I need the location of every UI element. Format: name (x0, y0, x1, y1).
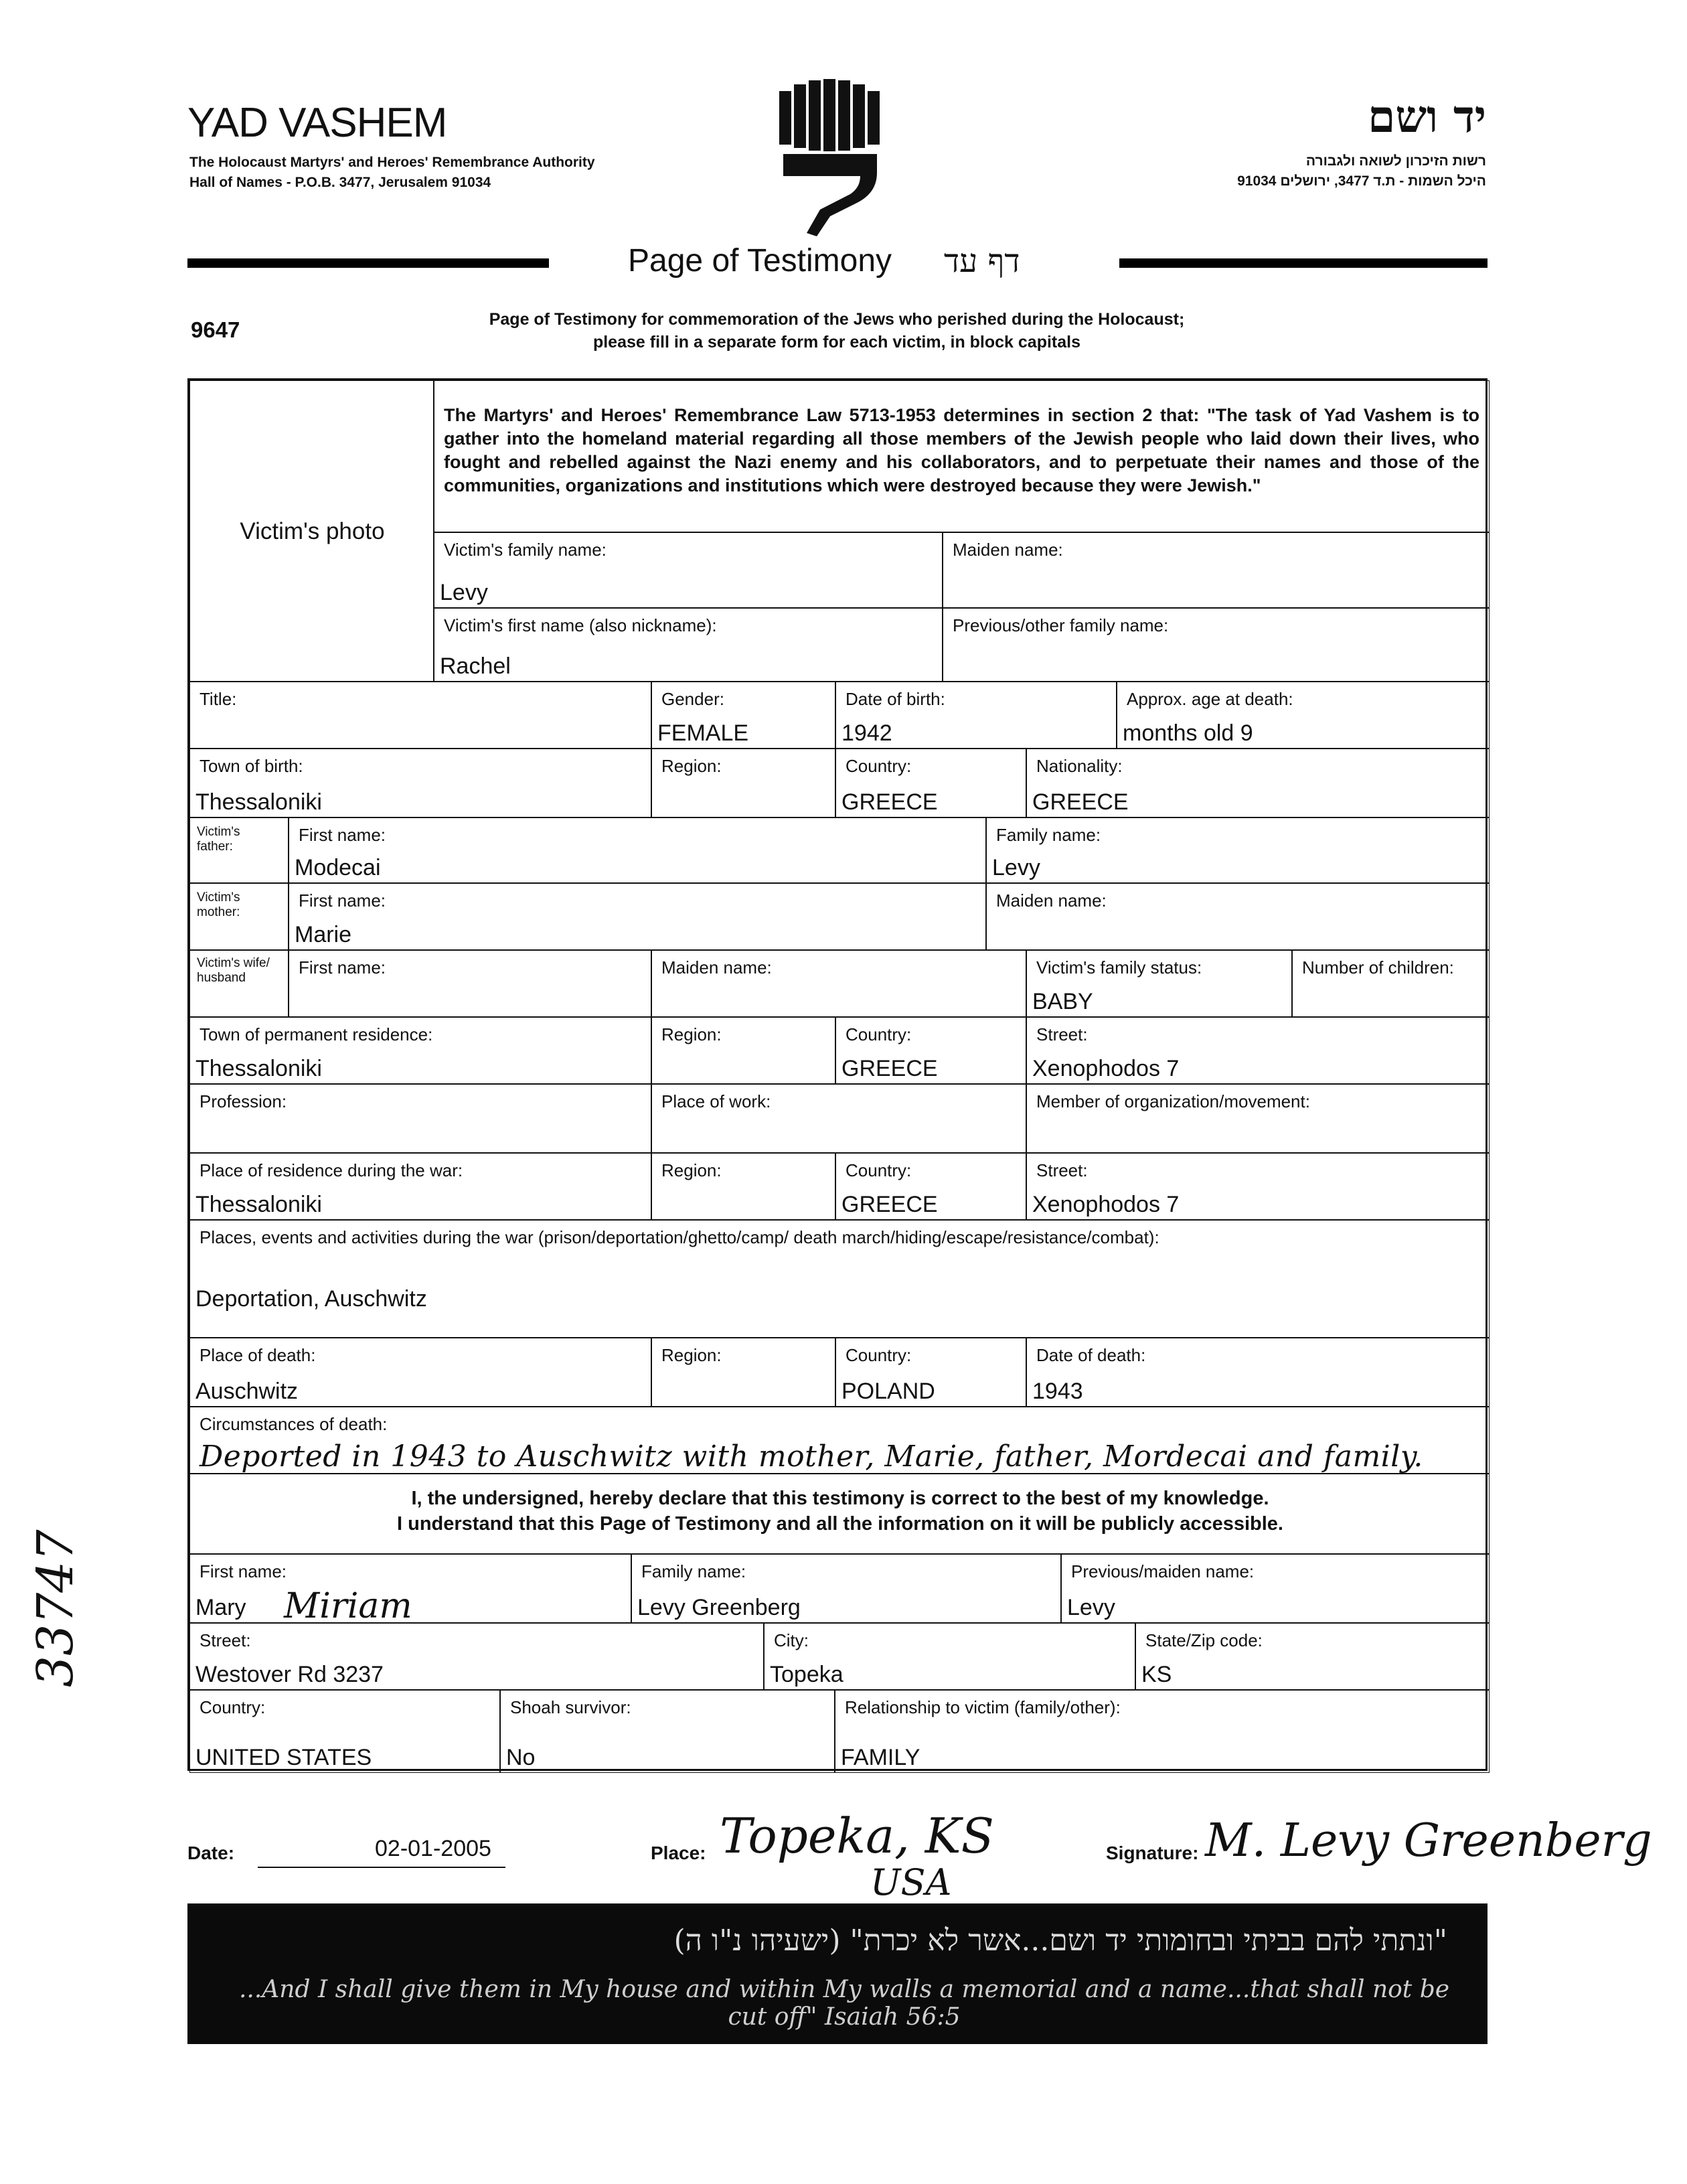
submitter-street-value: Westover Rd 3237 (195, 1662, 384, 1687)
submitter-family-label: Family name: (641, 1561, 746, 1581)
work-cell (651, 1084, 1026, 1153)
circumstances-label: Circumstances of death: (199, 1414, 388, 1434)
victim-first-name-cell (434, 608, 943, 682)
war-residence-value: Thessaloniki (195, 1192, 322, 1217)
submitter-city-cell (764, 1623, 1135, 1690)
submitter-first-handwritten: Miriam (284, 1586, 412, 1626)
submitter-first-label: First name: (199, 1561, 287, 1581)
org-subtitle: The Holocaust Martyrs' and Heroes' Remembrance Authority (189, 155, 595, 170)
dob-label: Date of birth: (846, 689, 945, 709)
victim-prev-name-cell (943, 608, 1490, 682)
declaration-line-2: I understand that this Page of Testimony and all the information on it will be publicly accessible. (396, 1513, 1283, 1535)
spouse-maiden-cell (651, 950, 1026, 1017)
war-country-value: GREECE (841, 1192, 938, 1217)
children-cell (1292, 950, 1490, 1017)
hebrew-address: היכל השמות - ת.ד 3477, ירושלים 91034 (1237, 173, 1486, 189)
death-country-value: POLAND (841, 1379, 935, 1404)
member-label: Member of organization/movement: (1036, 1091, 1310, 1111)
submitter-prev-label: Previous/maiden name: (1071, 1561, 1255, 1581)
submitter-prev-cell (1061, 1554, 1490, 1623)
circumstances-cell (189, 1407, 1490, 1474)
gender-cell (651, 682, 835, 749)
law-text: The Martyrs' and Heroes' Remembrance Law 5713-1953 determines in section 2 that: "The task of Yad Vashem is to gather into the homeland material regarding all those members of the Jewish people who laid down their lives, who fought and rebelled against the Nazi enemy and his collaborators, and to perpetuate their names and those of the communities, organizations and institutions which were destroyed because they were Jewish." (444, 405, 1479, 495)
date-label: Date: (187, 1843, 235, 1863)
victim-family-name-cell (434, 532, 943, 608)
death-region-cell (651, 1338, 835, 1407)
death-place-value: Auschwitz (195, 1379, 299, 1404)
town-birth-value: Thessaloniki (195, 789, 322, 815)
submitter-street-label: Street: (199, 1630, 251, 1650)
victim-photo-label: Victim's photo (240, 518, 385, 544)
nationality-label: Nationality: (1036, 756, 1123, 776)
gender-label: Gender: (661, 689, 724, 709)
spouse-maiden-label: Maiden name: (661, 957, 772, 978)
place-value: Topeka, KS (720, 1808, 994, 1864)
victim-family-name: Levy (440, 580, 488, 605)
dob-cell (835, 682, 1117, 749)
residence-town-value: Thessaloniki (195, 1056, 322, 1081)
residence-street-label: Street: (1036, 1024, 1088, 1044)
war-region-label: Region: (661, 1160, 722, 1180)
victim-maiden-name-label: Maiden name: (953, 540, 1063, 560)
survivor-cell (500, 1690, 835, 1773)
death-date-label: Date of death: (1036, 1345, 1146, 1365)
declaration-line-1: I, the undersigned, hereby declare that this testimony is correct to the best of my knowledge. (411, 1488, 1269, 1509)
age-label: Approx. age at death: (1127, 689, 1293, 709)
nationality-cell (1026, 749, 1490, 817)
submitter-family-cell (631, 1554, 1061, 1623)
header-rule-right (1119, 258, 1488, 268)
war-residence-cell (189, 1153, 651, 1220)
submitter-first-cell (189, 1554, 631, 1626)
circumstances-value: Deported in 1943 to Auschwitz with mother, Marie, father, Mordecai and family. (199, 1439, 1423, 1474)
survivor-label: Shoah survivor: (510, 1697, 631, 1717)
father-family-label: Family name: (996, 825, 1101, 845)
place-label: Place: (651, 1843, 706, 1863)
mother-maiden-label: Maiden name: (996, 890, 1107, 911)
family-status-label: Victim's family status: (1036, 957, 1202, 978)
submitter-country-value: UNITED STATES (195, 1745, 372, 1770)
place-value-line-2: USA (870, 1861, 952, 1903)
spouse-row-label: Victim's wife/ husband (197, 956, 270, 985)
submitter-state-label: State/Zip code: (1145, 1630, 1263, 1650)
birth-region-cell (651, 749, 835, 817)
form-title-hebrew: דף עד (944, 242, 1020, 280)
yad-vashem-logo-icon (770, 79, 890, 240)
residence-street-cell (1026, 1017, 1490, 1084)
title-label: Title: (199, 689, 237, 709)
victim-first-name: Rachel (440, 653, 511, 679)
war-events-value: Deportation, Auschwitz (195, 1286, 427, 1312)
submitter-state-value: KS (1141, 1662, 1172, 1687)
residence-street-value: Xenophodos 7 (1032, 1056, 1180, 1081)
profession-cell (189, 1084, 651, 1153)
hebrew-title: יד ושם (1368, 90, 1486, 143)
org-title: YAD VASHEM (187, 100, 447, 146)
date-underline (258, 1867, 505, 1868)
document-number: 9647 (191, 317, 240, 342)
death-date-cell (1026, 1338, 1490, 1407)
victim-maiden-name-cell (943, 532, 1490, 608)
family-status-cell (1026, 950, 1292, 1017)
victim-photo-box (189, 380, 434, 682)
mother-first-label: First name: (299, 890, 386, 911)
town-birth-label: Town of birth: (199, 756, 303, 776)
mother-row-label-cell (189, 883, 289, 950)
death-country-cell (835, 1338, 1026, 1407)
member-cell (1026, 1084, 1490, 1153)
age-value: months old 9 (1123, 720, 1253, 746)
children-label: Number of children: (1302, 957, 1454, 978)
war-residence-label: Place of residence during the war: (199, 1160, 463, 1180)
residence-country-cell (835, 1017, 1026, 1084)
residence-town-label: Town of permanent residence: (199, 1024, 433, 1044)
father-row-label-cell (189, 817, 289, 883)
intro-line-1: Page of Testimony for commemoration of the Jews who perished during the Holocaust; (489, 310, 1185, 329)
spouse-first-cell (289, 950, 651, 1017)
residence-region-cell (651, 1017, 835, 1084)
father-row-label: Victim's father: (197, 825, 240, 854)
form-title: Page of Testimony (628, 243, 892, 279)
birth-region-label: Region: (661, 756, 722, 776)
father-first-label: First name: (299, 825, 386, 845)
title-cell (189, 682, 651, 749)
law-text-box (434, 380, 1490, 532)
spouse-first-label: First name: (299, 957, 386, 978)
submitter-city-label: City: (774, 1630, 809, 1650)
death-place-cell (189, 1338, 651, 1407)
victim-first-name-label: Victim's first name (also nickname): (444, 615, 717, 635)
residence-region-label: Region: (661, 1024, 722, 1044)
residence-country-value: GREECE (841, 1056, 938, 1081)
residence-country-label: Country: (846, 1024, 912, 1044)
testimony-form (187, 378, 1488, 1771)
residence-town-cell (189, 1017, 651, 1084)
survivor-value: No (506, 1745, 536, 1770)
war-country-label: Country: (846, 1160, 912, 1180)
town-birth-cell (189, 749, 651, 817)
signature-label: Signature: (1106, 1843, 1199, 1863)
mother-first-cell (289, 883, 986, 950)
birth-country-cell (835, 749, 1026, 817)
profession-label: Profession: (199, 1091, 287, 1111)
birth-country-value: GREECE (841, 789, 938, 815)
dob-value: 1942 (841, 720, 892, 746)
father-family-cell (986, 817, 1490, 883)
submitter-country-cell (189, 1690, 500, 1773)
death-country-label: Country: (846, 1345, 912, 1365)
father-family-value: Levy (992, 855, 1040, 880)
war-country-cell (835, 1153, 1026, 1220)
date-value: 02-01-2005 (375, 1836, 491, 1861)
nationality-value: GREECE (1032, 789, 1129, 815)
death-place-label: Place of death: (199, 1345, 316, 1365)
victim-prev-name-label: Previous/other family name: (953, 615, 1169, 635)
war-events-cell (189, 1220, 1490, 1338)
mother-row-label: Victim's mother: (197, 890, 240, 919)
margin-handwritten-number: 33747 (27, 1529, 84, 1687)
relationship-cell (835, 1690, 1490, 1773)
banner-english-quote: ...And I shall give them in My house and within My walls a memorial and a name...that shall not be cut off" Isaiah 56:5 (238, 1976, 1450, 2031)
submitter-family-value: Levy Greenberg (637, 1595, 801, 1620)
birth-country-label: Country: (846, 756, 912, 776)
signature-value: M. Levy Greenberg (1205, 1814, 1652, 1867)
war-region-cell (651, 1153, 835, 1220)
mother-first-value: Marie (295, 922, 352, 947)
isaiah-quote-banner (187, 1903, 1488, 2044)
submitter-country-label: Country: (199, 1697, 266, 1717)
father-first-cell (289, 817, 986, 883)
relationship-value: FAMILY (841, 1745, 920, 1770)
war-street-value: Xenophodos 7 (1032, 1192, 1180, 1217)
submitter-prev-value: Levy (1067, 1595, 1115, 1620)
death-date-value: 1943 (1032, 1379, 1083, 1404)
declaration-cell (189, 1474, 1490, 1554)
org-address: Hall of Names - P.O.B. 3477, Jerusalem 91034 (189, 175, 491, 190)
age-cell (1117, 682, 1490, 749)
mother-maiden-cell (986, 883, 1490, 950)
family-status-value: BABY (1032, 989, 1093, 1014)
war-street-label: Street: (1036, 1160, 1088, 1180)
banner-hebrew-quote: "ונתתי להם בביתי ובחומותי יד ושם...אשר לא יכרת" (ישעיהו נ"ו ה) (673, 1924, 1447, 1958)
submitter-state-cell (1135, 1623, 1490, 1690)
submitter-city-value: Topeka (770, 1662, 843, 1687)
relationship-label: Relationship to victim (family/other): (845, 1697, 1121, 1717)
hebrew-subtitle: רשות הזיכרון לשואה ולגבורה (1305, 153, 1486, 169)
victim-family-name-label: Victim's family name: (444, 540, 607, 560)
submitter-first-value: Mary (195, 1595, 246, 1620)
gender-value: FEMALE (657, 720, 749, 746)
spouse-row-label-cell (189, 950, 289, 1017)
intro-line-2: please fill in a separate form for each victim, in block capitals (592, 333, 1081, 352)
father-first-value: Modecai (295, 855, 381, 880)
war-street-cell (1026, 1153, 1490, 1220)
header-rule-left (187, 258, 549, 268)
work-label: Place of work: (661, 1091, 771, 1111)
submitter-street-cell (189, 1623, 764, 1690)
death-region-label: Region: (661, 1345, 722, 1365)
war-events-label: Places, events and activities during the war (prison/deportation/ghetto/camp/ death march/hiding/escape/resistance/combat): (199, 1227, 1159, 1247)
